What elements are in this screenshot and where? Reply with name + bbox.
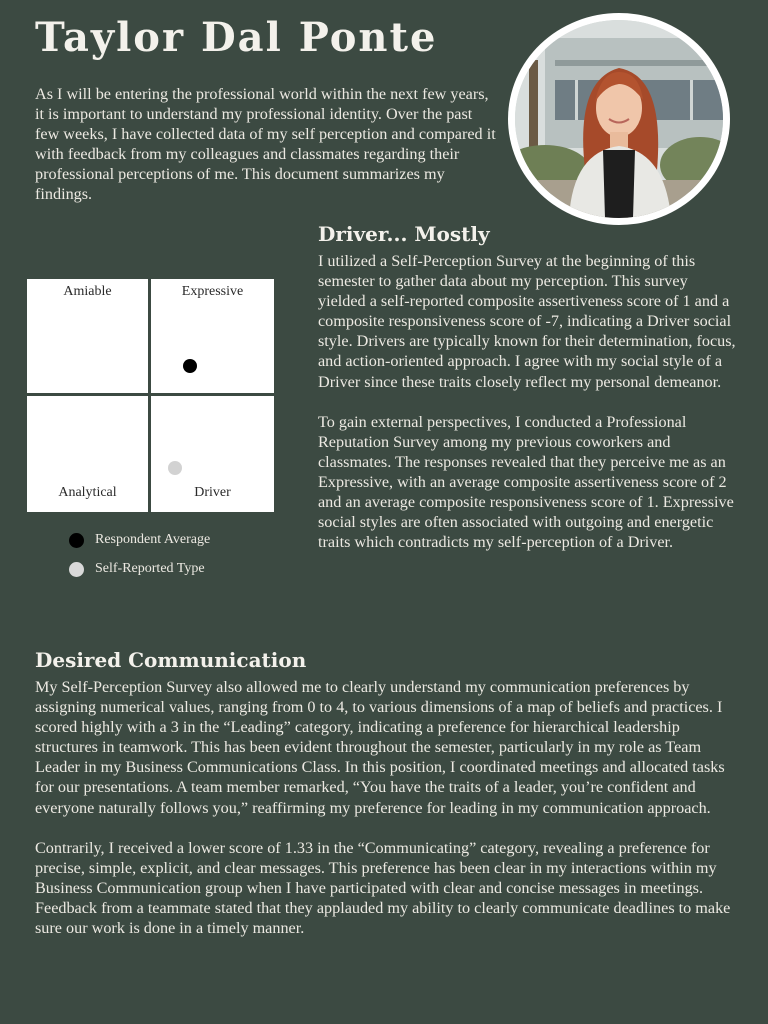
legend-label-self: Self-Reported Type [95, 561, 205, 576]
quadrant-label-driver: Driver [194, 485, 231, 500]
legend-label-respondent: Respondent Average [95, 532, 211, 547]
grey-dot-icon [69, 562, 84, 577]
driver-body [318, 251, 738, 572]
legend-item-self [69, 559, 210, 579]
driver-paragraph-2: To gain external perspectives, I conducted a Professional Reputation Survey among my previous coworkers and classmates. The responses revealed that they perceive me as an Expressive, with an average composite assertiveness score of 2 and an average composite responsiveness score of 1. Expressive social styles are often associated with outgoing and energetic traits which contradicts my self-perception of a Driver. [318, 412, 734, 552]
profile-photo [508, 13, 730, 225]
communication-body [35, 677, 735, 958]
grid-horizontal-divider [27, 393, 274, 396]
quadrant-label-analytical: Analytical [58, 485, 117, 500]
intro-paragraph: As I will be entering the professional world within the next few years, it is important to understand my professional identity. Over the past few weeks, I have collected data of my self perception and compared it with feedback from my colleagues and classmates regarding their professional perceptions of me. This document summarizes my findings. [35, 85, 496, 203]
communication-paragraph-2: Contrarily, I received a lower score of 1.33 in the “Communicating” category, revealing a preference for precise, simple, explicit, and clear messages. This preference has been clear in my interactions within my Business Communication group when I have participated with clear and concise messages in meetings. Feedback from a teammate stated that they applauded my ability to clearly communicate deadlines to make sure our work is done in a timely manner. [35, 838, 731, 938]
portrait-image [515, 20, 723, 218]
respondent-average-marker [183, 359, 197, 373]
legend-item-respondent [69, 530, 210, 550]
communication-paragraph-1: My Self-Perception Survey also allowed me to clearly understand my communication preferences by assigning numerical values, ranging from 0 to 4, to various dimensions of a map of beliefs and practices. I scored highly with a 3 in the “Leading” category, indicating a preference for hierarchical leadership structures in teamwork. This has been evident throughout the semester, particularly in my role as Team Leader in my Business Communications Class. In this position, I coordinated meetings and allocated tasks for our presentations. A team member remarked, “You have the traits of a leader, you’re confident and everyone naturally follows you,” reaffirming my preference for leading in my communication approach. [35, 678, 725, 817]
communication-heading: Desired Communication [35, 648, 307, 672]
quadrant-label-amiable: Amiable [63, 284, 112, 299]
page-title: Taylor Dal Ponte [35, 14, 438, 61]
social-style-grid [27, 279, 274, 512]
grid-legend [69, 530, 210, 588]
driver-paragraph-1: I utilized a Self-Perception Survey at the beginning of this semester to gather data about my perception. This survey yielded a self-reported composite assertiveness score of 1 and a composite responsiveness score of -7, indicating a Driver social style. Drivers are typically known for their determination, focus, and action-oriented approach. I agree with my social style of a Driver since these traits closely reflect my personal demeanor. [318, 252, 736, 391]
driver-heading: Driver... Mostly [318, 222, 490, 246]
black-dot-icon [69, 533, 84, 548]
quadrant-label-expressive: Expressive [181, 284, 244, 299]
self-reported-marker [168, 461, 182, 475]
